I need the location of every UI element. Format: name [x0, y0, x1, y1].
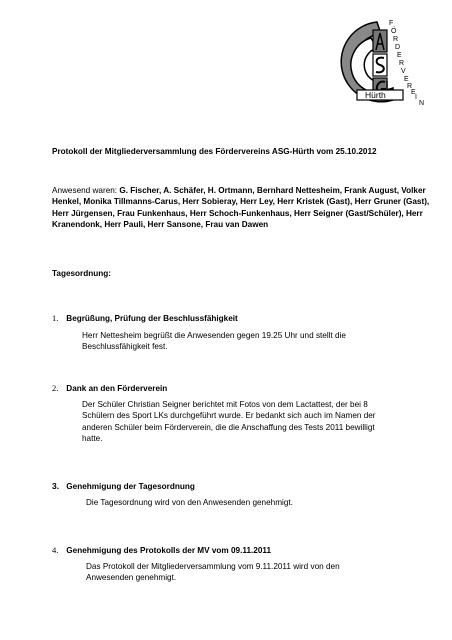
logo-letter: R [407, 83, 413, 90]
logo-letter: E [404, 76, 409, 83]
logo-letter: N [419, 100, 425, 107]
agenda-item-title: Genehmigung der Tagesordnung [66, 482, 195, 491]
agenda-item-1-body [82, 330, 412, 353]
agenda-item-number: 2. [52, 383, 59, 393]
logo-letter: I [415, 94, 417, 101]
body-line: Das Protokoll der Mitgliederversammlung vom 9.11.2011 wird von den [86, 562, 340, 571]
body-line: Anwesenden genehmigt. [86, 573, 177, 583]
document-title: Protokoll der Mitgliederversammlung des Fördervereins ASG-Hürth vom 25.10.2012 [52, 147, 377, 156]
agenda-item-1-heading [52, 313, 238, 324]
attendance-label: Anwesend waren: [52, 186, 120, 195]
logo-letter: F [389, 20, 394, 27]
logo-letter: E [397, 52, 402, 59]
logo-letter: R [393, 36, 399, 43]
body-line: anderen Schüler beim Förderverein, die die Anschaffung des Tests 2011 bewilligt [82, 422, 375, 432]
agenda-item-4-heading [52, 545, 271, 556]
agenda-item-number: 1. [52, 313, 59, 323]
body-line: Beschlussfähigkeit fest. [82, 342, 168, 352]
agenda-heading: Tagesordnung: [52, 269, 111, 278]
agenda-item-number: 3. [52, 481, 60, 491]
attendance [52, 185, 432, 231]
attendance-names: G. Fischer, A. Schäfer, H. Ortmann, Bernhard Nettesheim, Frank August, Volker Henkel, Monika Tillmanns-Carus, Herr Sobieray, Herr Ley, Herr Kristek (Gast), Herr Gruner (Gast), Herr Jürgensen, Frau Funkenhaus, Herr Schoch-Funkenhaus, Herr Seigner (Gast/Schüler), Herr Kranendonk, Herr Pauli, Herr Sansone, Frau van Dawen [52, 186, 430, 230]
association-logo [331, 16, 429, 108]
body-line: hatte. [82, 434, 103, 444]
agenda-item-title: Genehmigung des Protokolls der MV vom 09.11.2011 [66, 546, 272, 555]
agenda-item-3-heading [52, 481, 195, 492]
agenda-item-title: Begrüßung, Prüfung der Beschlussfähigkeit [66, 314, 238, 323]
logo-letter: V [401, 68, 406, 75]
body-line: Herr Nettesheim begrüßt die Anwesenden gegen 19.25 Uhr und stellt die [82, 331, 346, 340]
agenda-item-title: Dank an den Förderverein [66, 384, 168, 393]
logo-letter: E [411, 89, 416, 96]
logo-letter: Ö [391, 28, 397, 35]
logo-letter: D [395, 44, 401, 51]
agenda-item-3-body [86, 497, 416, 508]
logo-city: Hürth [365, 90, 386, 100]
agenda-item-number: 4. [52, 545, 59, 555]
agenda-item-2-body [82, 399, 412, 445]
logo-letter: R [399, 60, 405, 67]
body-line: Der Schüler Christian Seigner berichtet mit Fotos von dem Lactattest, der bei 8 [82, 400, 368, 409]
body-line: Schülern des Sport LKs durchgeführt wurde. Er bedankt sich auch im Namen der [82, 411, 376, 421]
agenda-item-2-heading [52, 383, 167, 394]
body-line: Die Tagesordnung wird von den Anwesenden genehmigt. [86, 498, 293, 507]
agenda-item-4-body [86, 561, 416, 584]
